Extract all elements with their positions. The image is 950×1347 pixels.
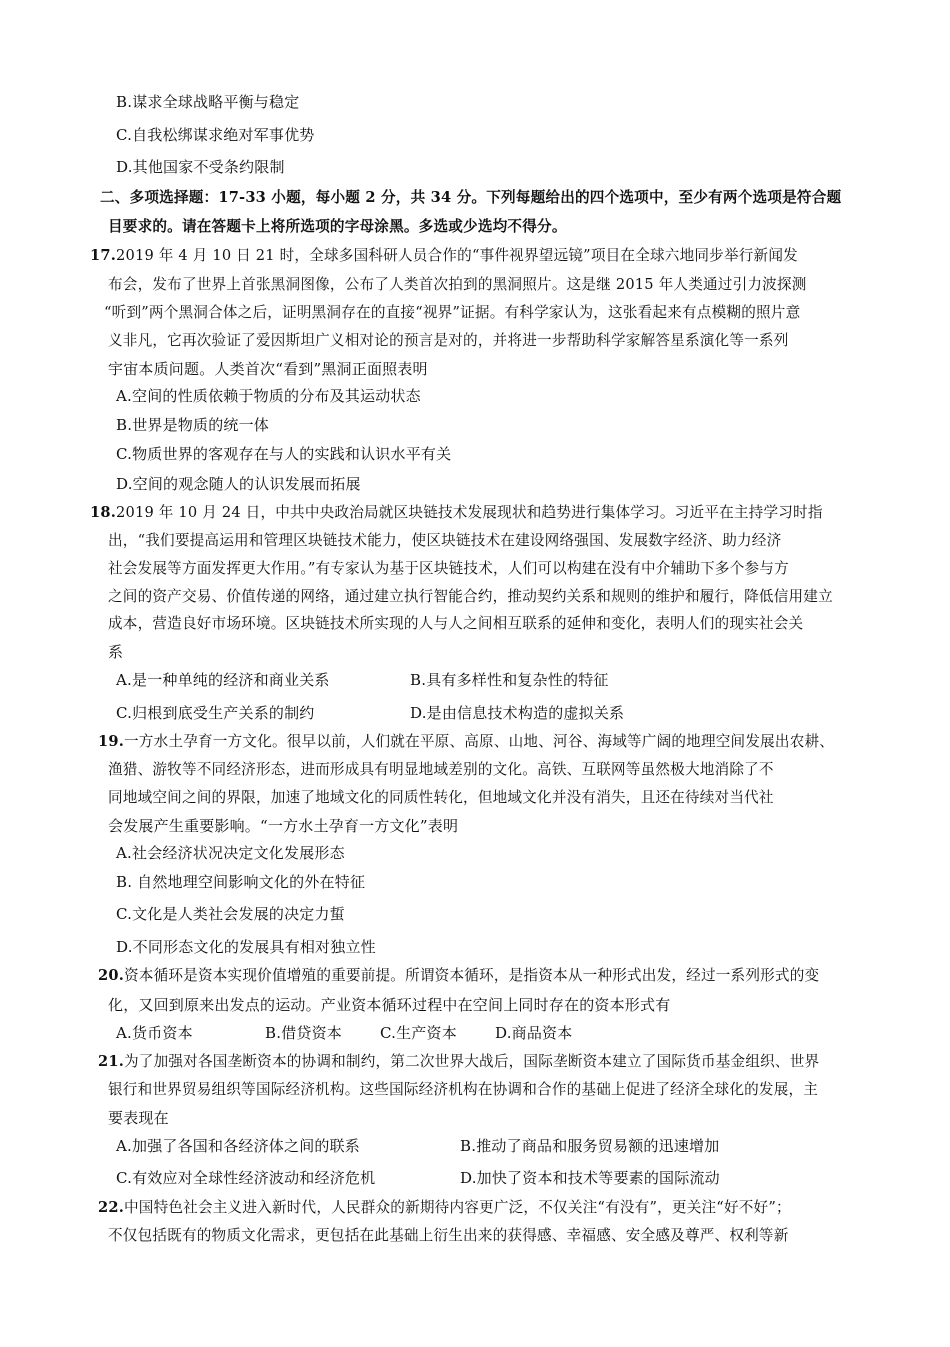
q20-stem-line2: 化，又回到原来出发点的运动。产业资本循环过程中在空间上同时存在的资本形式有 — [108, 996, 671, 1014]
q19-option-c: C.文化是人类社会发展的决定力蜇 — [116, 905, 345, 923]
q18-text-line1: 2019 年 10 月 24 日，中共中央政治局就区块链技术发展现状和趋势进行集体学习。习近平在主持学习时指 — [116, 504, 823, 521]
section2-heading-line2: 目要求的。请在答题卡上将所选项的字母涂黑。多选或少选均不得分。 — [108, 218, 567, 235]
q17-stem-line4: 义非凡，它再次验证了爱因斯坦广义相对论的预言是对的，并将进一步帮助科学家解答星系演化等一系列 — [108, 332, 789, 349]
q18-stem-line4: 之间的资产交易、价值传递的网络，通过建立执行智能合约，推动契约关系和规则的维护和履行，降低信用建立 — [108, 588, 833, 605]
q18-option-c: C.归根到底受生产关系的制约 — [116, 704, 315, 722]
q19-text-line1: 一方水土孕育一方文化。很早以前，人们就在平原、高原、山地、河谷、海域等广阔的地理空间发展出农耕、 — [124, 733, 835, 750]
q20-option-b: B.借贷资本 — [265, 1024, 342, 1042]
q18-option-d: D.是由信息技术构造的虚拟关系 — [410, 704, 625, 722]
q17-option-a: A.空间的性质依赖于物质的分布及其运动状态 — [116, 387, 421, 405]
q18-stem-line2: 出，“我们要提高运用和管理区块链技术能力，使区块链技术在建设网络强国、发展数字经济、助力经济 — [108, 532, 782, 549]
q21-stem-line2: 银行和世界贸易组织等国际经济机构。这些国际经济机构在协调和合作的基础上促进了经济全球化的发展，主 — [108, 1081, 819, 1098]
q17-number: 17. — [90, 247, 116, 264]
q18-stem-line6: 系 — [108, 643, 124, 661]
q19-stem-line2: 渔猎、游牧等不同经济形态，进而形成具有明显地域差别的文化。高铁、互联网等虽然极大地消除了不 — [108, 761, 774, 778]
q21-number: 21. — [98, 1053, 124, 1070]
q18-stem-line5: 成本，营造良好市场环境。区块链技术所实现的人与人之间相互联系的延伸和变化，表明人们的现实社会关 — [108, 615, 804, 632]
q18-option-a: A.是一种单纯的经济和商业关系 — [116, 671, 330, 689]
q18-number: 18. — [90, 504, 116, 521]
q20-stem-line1 — [98, 966, 819, 986]
q22-number: 22. — [98, 1199, 124, 1216]
q17-text-line1: 2019 年 4 月 10 日 21 时，全球多国科研人员合作的“事件视界望远镜”项目在全球六地同步举行新闻发 — [116, 247, 798, 264]
q17-option-c: C.物质世界的客观存在与人的实践和认识水平有关 — [116, 445, 452, 463]
q18-stem-line3: 社会发展等方面发挥更大作用。”有专家认为基于区块链技术，人们可以构建在没有中介辅助下多个参与方 — [108, 560, 789, 577]
q19-option-a: A.社会经济状况决定文化发展形态 — [116, 844, 345, 862]
q16-option-c: C.自我松绑谋求绝对军事优势 — [116, 126, 315, 144]
q22-stem-line1 — [98, 1198, 791, 1218]
q21-text-line1: 为了加强对各国垄断资本的协调和制约，第二次世界大战后，国际垄断资本建立了国际货币基金组织、世界 — [124, 1053, 820, 1070]
q20-text-line1: 资本循环是资本实现价值增殖的重要前提。所谓资本循环，是指资本从一种形式出发，经过一系列形式的变 — [124, 967, 820, 984]
q17-stem-line5: 宇宙本质问题。人类首次“看到”黑洞正面照表明 — [108, 360, 428, 378]
q17-stem-line3: “听到”两个黑洞合体之后，证明黑洞存在的直接“视界”证据。有科学家认为，这张看起来有点模糊的照片意 — [104, 304, 801, 321]
q20-option-a: A.货币资本 — [116, 1024, 193, 1042]
q19-option-b: B. 自然地理空间影响文化的外在特征 — [116, 873, 366, 891]
q18-option-b: B.具有多样性和复杂性的特征 — [410, 671, 609, 689]
q21-option-c: C.有效应对全球性经济波动和经济危机 — [116, 1169, 376, 1187]
q19-stem-line3: 同地域空间之间的界限，加速了地域文化的同质性转化，但地域文化并没有消失，且还在待续对当代社 — [108, 789, 774, 806]
q19-stem-line4: 会发展产生重要影响。“一方水土孕育一方文化”表明 — [108, 817, 459, 835]
q16-option-b: B.谋求全球战略平衡与稳定 — [116, 93, 300, 111]
q19-stem-line1 — [98, 732, 834, 752]
q17-option-d: D.空间的观念随人的认识发展而拓展 — [116, 475, 361, 493]
q20-number: 20. — [98, 967, 124, 984]
q18-stem-line1 — [90, 503, 823, 523]
q17-stem-line2: 布会，发布了世界上首张黑洞图像，公布了人类首次拍到的黑洞照片。这是继 2015 年人类通过引力波探测 — [108, 276, 807, 293]
q19-number: 19. — [98, 733, 124, 750]
q17-option-b: B.世界是物质的统一体 — [116, 416, 269, 434]
q21-stem-line1 — [98, 1052, 819, 1072]
section2-heading-line1: 二、多项选择题：17-33 小题，每小题 2 分，共 34 分。下列每题给出的四个选项中，至少有两个选项是符合题 — [100, 189, 842, 206]
q21-option-b: B.推动了商品和服务贸易额的迅速增加 — [460, 1137, 720, 1155]
q21-stem-line3: 要表现在 — [108, 1109, 169, 1127]
q22-stem-line2: 不仅包括既有的物质文化需求，更包括在此基础上衍生出来的获得感、幸福感、安全感及尊严、权利等新 — [108, 1227, 789, 1244]
q21-option-d: D.加快了资本和技术等要素的国际流动 — [460, 1169, 720, 1187]
q20-option-c: C.生产资本 — [380, 1024, 457, 1042]
q17-stem-line1 — [90, 246, 798, 266]
q20-option-d: D.商品资本 — [495, 1024, 573, 1042]
q22-text-line1: 中国特色社会主义进入新时代，人民群众的新期待内容更广泛，不仅关注“有没有”，更关注“好不好”； — [124, 1199, 791, 1216]
q21-option-a: A.加强了各国和各经济体之间的联系 — [116, 1137, 361, 1155]
q16-option-d: D.其他国家不受条约限制 — [116, 158, 285, 176]
q19-option-d: D.不同形态文化的发展具有相对独立性 — [116, 938, 376, 956]
